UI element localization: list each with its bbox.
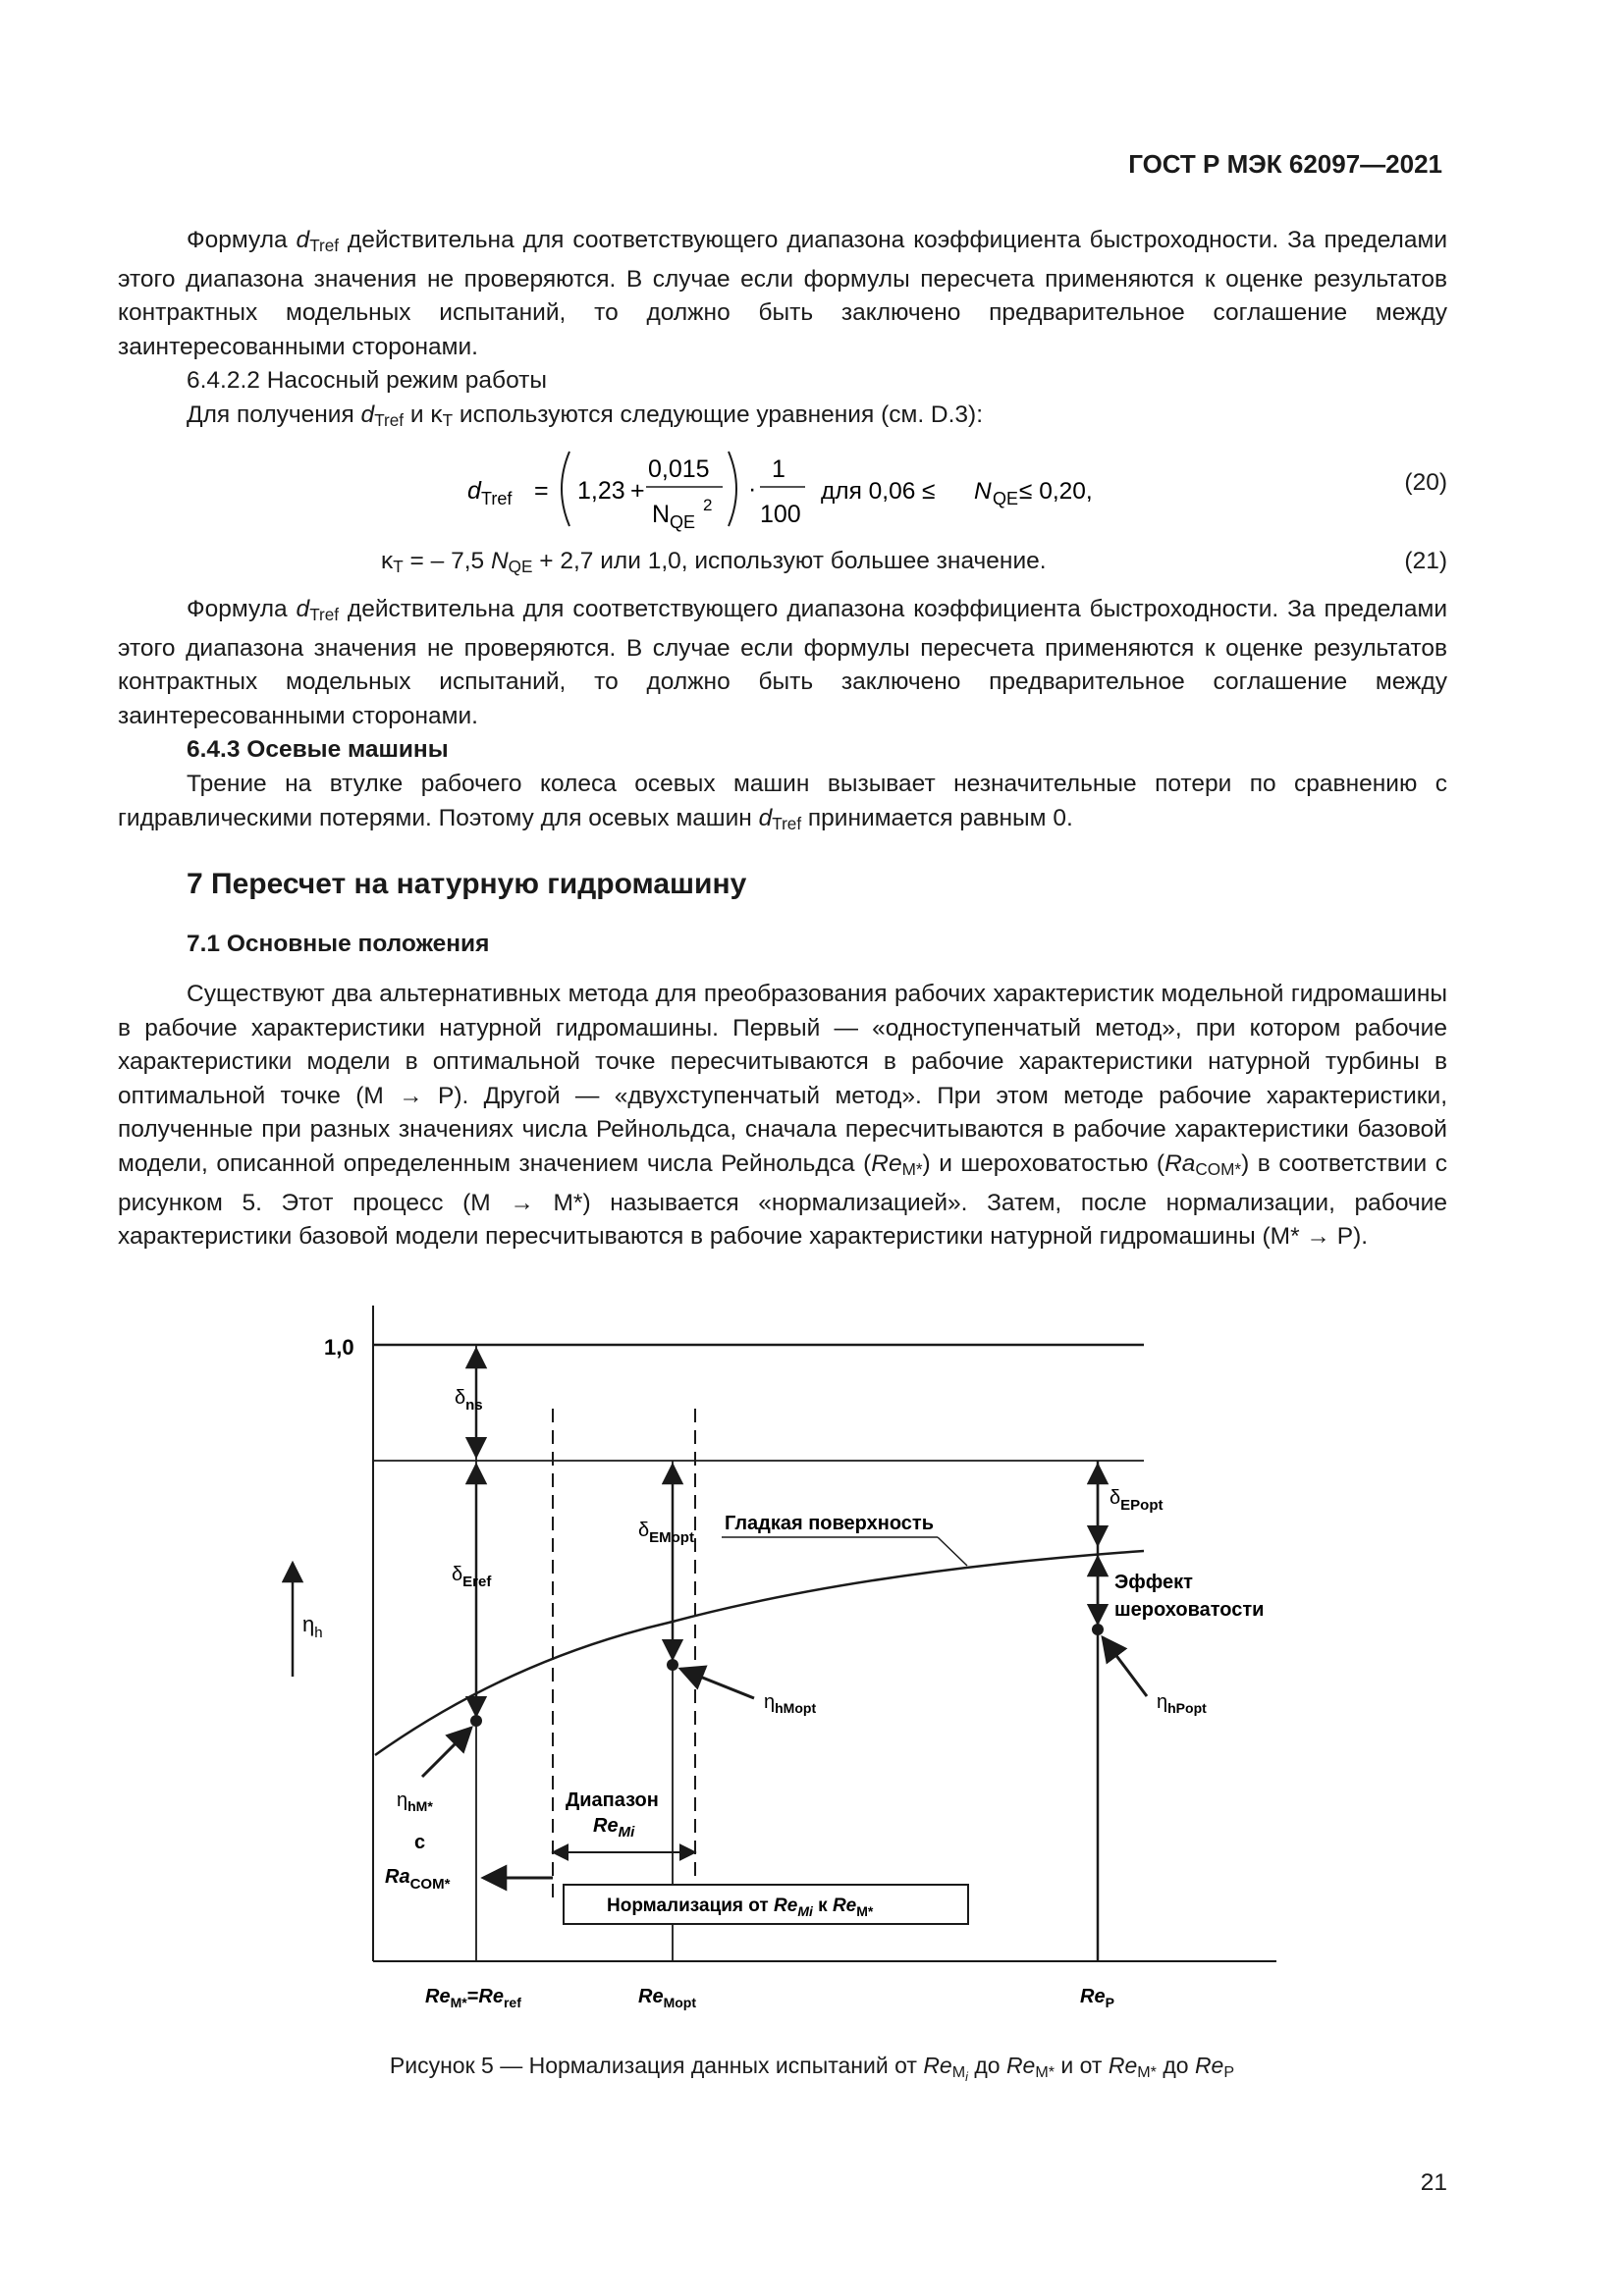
text-block-3 bbox=[118, 978, 1447, 1255]
point-eta-hm bbox=[470, 1715, 482, 1727]
point-eta-hmopt bbox=[667, 1659, 678, 1671]
paragraph-dtref-validity-1: Формула $d_{Tref}$ действительна для соответствующего диапазона коэффициента быстроходности. За пределами этого диапазона значения не проверяются. В случае если формулы пересчета применяются к оценке результатов контрактных модельных испытаний, то должно быть заключено предварительное соглашение между заинтересованными сторонами. bbox=[118, 227, 1447, 360]
smooth-surface-label: Гладкая поверхность bbox=[725, 1513, 934, 1534]
section-6422-title: 6.4.2.2 Насосный режим работы bbox=[187, 367, 547, 395]
svg-text:QE: QE bbox=[670, 512, 696, 532]
svg-text:·: · bbox=[748, 475, 757, 503]
svg-text:=: = bbox=[534, 477, 549, 505]
delta-epopt-label: $\delta_{EPopt}$ bbox=[1110, 1487, 1164, 1514]
svg-text:+: + bbox=[630, 477, 645, 505]
normalization-label: Нормализация от $Re_{Mi}$ к $Re_{M*}$ bbox=[607, 1896, 874, 1919]
svg-text:0,015: 0,015 bbox=[648, 455, 710, 483]
x-label-re-p: $Re_P$ bbox=[1080, 1986, 1114, 2010]
paragraph-equations-intro: Для получения $d_{Tref}$ и $\kappa_T$ используются следующие уравнения (см. D.3): bbox=[187, 400, 984, 430]
svg-text:N: N bbox=[652, 501, 671, 528]
equation-20-graphic bbox=[465, 440, 1172, 538]
svg-text:2: 2 bbox=[703, 496, 713, 514]
section-71-title: 7.1 Основные положения bbox=[187, 931, 490, 957]
range-re-label: $Re_{Mi}$ bbox=[593, 1815, 635, 1841]
with-label: с bbox=[414, 1832, 426, 1853]
eta-h-label: $\eta_h$ bbox=[302, 1612, 323, 1641]
eta-hmopt-label: $\eta_{hMopt}$ bbox=[764, 1691, 817, 1716]
delta-eref-label: $\delta_{Eref}$ bbox=[452, 1564, 492, 1590]
svg-text:Tref: Tref bbox=[481, 489, 513, 508]
delta-emopt-label: $\delta_{EMopt}$ bbox=[638, 1520, 694, 1546]
equation-21: $\kappa_T$ = – 7,5 $N_{QE} + 2,7$ или 1,0, используют большее значение. bbox=[381, 548, 1047, 576]
section-7-title: 7 Пересчет на натурную гидромашину bbox=[187, 868, 747, 900]
paragraph-methods: Существуют два альтернативных метода для преобразования рабочих характеристик модельной гидромашины в рабочие характеристики натурной гидромашины. Первый — «одноступенчатый метод», при котором рабочие характеристики модели в оптимальной точке пересчитываются в рабочие характеристики натурной турбины в оптимальной точке (М → Р). Другой — «двухступенчатый метод». При этом методе рабочие характеристики, полученные при разных значениях числа Рейнольдса, сначала пересчитываются в рабочие характеристики базовой модели, описанной определенным значением числа Рейнольдса $(Re_{M*})$ и шероховатостью $(Ra_{COM*})$ в соответствии с рисунком 5. Этот процесс (М → М*) называется «нормализацией». Затем, после нормализации, рабочие характеристики базовой модели пересчитываются в рабочие характеристики натурной гидромашины (М* → Р). bbox=[118, 981, 1447, 1251]
equation-21-number: (21) bbox=[1404, 548, 1447, 574]
svg-text:100: 100 bbox=[760, 501, 801, 528]
figure-5-caption: Рисунок 5 — Нормализация данных испытаний от $Re_{Mi}$ до $Re_{M*}$ и от $Re_{M*}$ до $Re_P$ bbox=[389, 2053, 1235, 2084]
ra-com-label: $Ra_{COM*}$ bbox=[385, 1866, 451, 1893]
svg-text:для 0,06 ≤: для 0,06 ≤ bbox=[821, 478, 936, 505]
x-label-re-mopt: $Re_{Mopt}$ bbox=[638, 1986, 697, 2010]
text-block-2 bbox=[118, 593, 1447, 840]
figure-5-diagram bbox=[0, 1286, 1624, 2032]
range-label: Диапазон bbox=[566, 1789, 659, 1811]
svg-text:N: N bbox=[974, 478, 992, 505]
svg-text:1: 1 bbox=[772, 455, 785, 483]
text-block-1 bbox=[118, 224, 1447, 438]
svg-text:≤ 0,20,: ≤ 0,20, bbox=[1019, 478, 1093, 505]
roughness-effect-label-1: Эффект bbox=[1114, 1572, 1193, 1593]
equation-20-number: (20) bbox=[1404, 469, 1447, 496]
page-header: ГОСТ Р МЭК 62097—2021 bbox=[1128, 149, 1442, 179]
paragraph-axial-machines: Трение на втулке рабочего колеса осевых машин вызывает незначительные потери по сравнению с гидравлическими потерями. Поэтому для осевых машин $d_{Tref}$ принимается равным 0. bbox=[118, 770, 1447, 833]
equation-20 bbox=[465, 440, 1172, 538]
paragraph-dtref-validity-2: Формула $d_{Tref}$ действительна для соответствующего диапазона коэффициента быстроходности. За пределами этого диапазона значения не проверяются. В случае если формулы пересчета применяются к оценке результатов контрактных модельных испытаний, то должно быть заключено предварительное соглашение между заинтересованными сторонами. bbox=[118, 596, 1447, 729]
svg-text:d: d bbox=[467, 477, 481, 505]
svg-text:1,23: 1,23 bbox=[577, 477, 625, 505]
delta-ns-label: $\delta_{ns}$ bbox=[455, 1387, 483, 1414]
y-tick-1: 1,0 bbox=[324, 1335, 354, 1360]
point-eta-hpopt bbox=[1092, 1624, 1104, 1635]
eta-hm-label: $\eta_{hM*}$ bbox=[397, 1789, 433, 1814]
roughness-effect-label-2: шероховатости bbox=[1114, 1599, 1265, 1621]
x-label-re-ref: $Re_{M*}=Re_{ref}$ bbox=[425, 1986, 521, 2010]
eta-hpopt-label: $\eta_{hPopt}$ bbox=[1157, 1691, 1207, 1716]
page-number: 21 bbox=[1420, 2169, 1447, 2196]
svg-text:QE: QE bbox=[993, 489, 1019, 508]
section-643-title: 6.4.3 Осевые машины bbox=[187, 736, 449, 764]
